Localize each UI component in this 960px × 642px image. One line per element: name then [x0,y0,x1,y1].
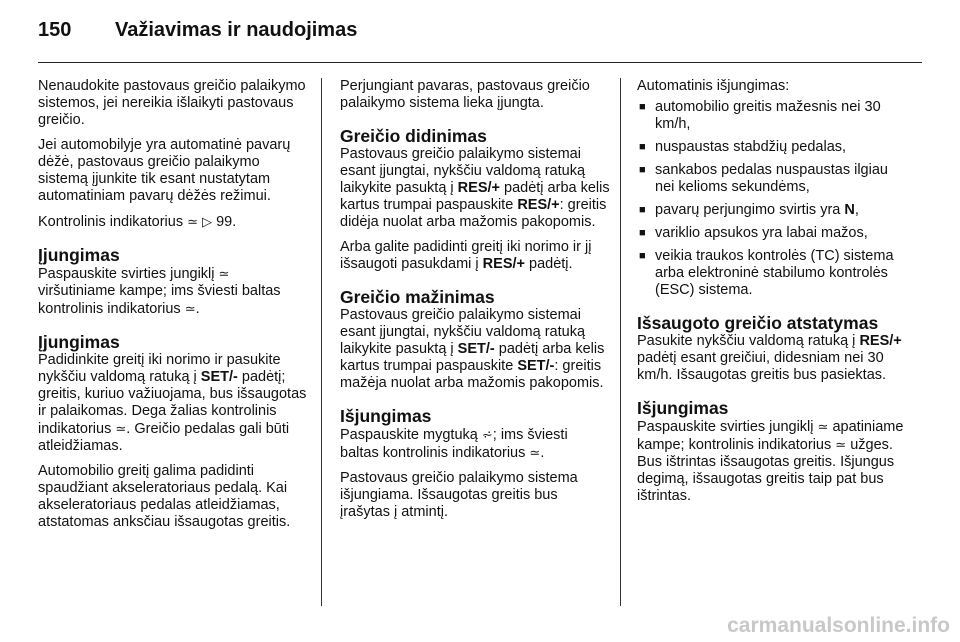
paragraph [340,146,610,231]
control-label: RES/+ [457,180,500,196]
column-1 [38,78,308,539]
section-heading: Įjungimas [38,245,120,265]
list-item [637,225,909,242]
cruise-cancel-icon: ⩫ [481,427,493,442]
text: Pastovaus greičio palaikymo sistemai esant įjungtai, nykščiu valdomą ratuką laikykite pasuktą į [340,146,586,196]
paragraph: Pastovaus greičio palaikymo sistema išjungiama. Išsaugotas greitis bus įrašytas į atmintį. [340,470,578,520]
control-label: RES/+ [482,256,525,272]
section-heading: Išsaugoto greičio atstatymas [637,313,879,333]
section-heading: Išjungimas [637,398,729,418]
gear-label: N [844,202,855,218]
text: Arba galite padidinti greitį iki norimo ir jį išsaugoti pasukdami į [340,239,592,272]
text: Paspauskite mygtuką [340,427,478,443]
text: Paspauskite svirties jungiklį [38,266,215,282]
text: : greitis didėja nuolat arba mažomis pakopomis. [340,197,607,230]
text: padėtį arba kelis kartus trumpai paspauskite [340,341,605,374]
control-label: RES/+ [859,333,902,349]
section-heading: Greičio mažinimas [340,287,495,307]
square-bullet-icon: ■ [639,101,646,113]
header-rule [38,62,922,63]
control-label: SET/- [200,369,238,385]
text: sankabos pedalas nuspaustas ilgiau nei kelioms sekundėms, [655,162,888,195]
list-item [637,248,909,299]
section-heading: Greičio didinimas [340,126,487,146]
text: pavarų perjungimo svirtis yra [655,202,841,218]
square-bullet-icon: ■ [639,227,646,239]
paragraph: Automatinis išjungimas: [637,78,790,94]
page-reference: 99. [216,214,237,230]
paragraph [637,333,909,384]
watermark: carmanualsonline.info [727,614,950,637]
paragraph: Jei automobilyje yra automatinė pavarų dėžė, pastovaus greičio palaikymo sistemą įjunkite tik esant nustatytam automatiniam pavarų dėžės režimui. [38,137,291,204]
text: padėtį arba kelis kartus trumpai paspauskite [340,180,610,213]
text: nuspaustas stabdžių pedalas, [655,139,847,155]
paragraph [38,265,308,318]
text: Padidinkite greitį iki norimo ir pasukite nykščiu valdomą ratuką į [38,352,281,385]
paragraph: Nenaudokite pastovaus greičio palaikymo sistemos, jei nereikia išlaikyti pastovaus greičio. [38,78,306,128]
paragraph [637,418,909,505]
paragraph: Automobilio greitį galima padidinti spaudžiant akseleratoriaus pedalą. Kai akseleratoriaus pedalas atleidžiamas, atstatomas anksčiau išsaugotas greitis. [38,463,291,530]
text: viršutiniame kampe; ims šviesti baltas kontrolinis indikatorius [38,283,281,317]
cruise-control-icon: ≃ [835,437,847,452]
square-bullet-icon: ■ [639,250,646,262]
text: Paspauskite svirties jungiklį [637,419,814,435]
text: : greitis mažėja nuolat arba mažomis pakopomis. [340,358,604,391]
text: Kontrolinis indikatorius [38,214,184,230]
list-item [637,139,909,156]
paragraph [340,239,610,273]
text: veikia traukos kontrolės (TC) sistema arba elektroninė stabilumo kontrolės (ESC) sistema. [655,248,894,298]
text: variklio apsukos yra labai mažos, [655,225,868,241]
text: Pastovaus greičio palaikymo sistemai esant įjungtai, nykščiu valdomą ratuką laikykite pasuktą į [340,307,586,357]
page-number: 150 [38,19,72,41]
column-divider [620,78,621,606]
text: užges. Bus ištrintas išsaugotas greitis. Išjungus degimą, išsaugotas greitis taip pat bus ištrintas. [637,437,895,504]
cruise-control-icon: ≃ [184,301,196,316]
text: Pasukite nykščiu valdomą ratuką į [637,333,856,349]
column-2 [340,78,610,529]
text: padėtį; greitis, kuriuo važiuojama, bus išsaugotas ir palaikomas. Dega žalias kontrolinis indikatorius [38,369,307,437]
section-heading: Įjungimas [38,332,120,352]
text: automobilio greitis mažesnis nei 30 km/h, [655,99,881,132]
page-ref-icon: ▷ [202,214,213,229]
text: apatiniame kampe; kontrolinis indikatorius [637,419,904,453]
list-item [637,162,909,196]
condition-list [637,99,909,299]
text: . [540,445,545,461]
page-title: Važiavimas ir naudojimas [115,19,358,41]
section-heading: Išjungimas [340,406,432,426]
paragraph [38,213,308,231]
list-item [637,202,909,219]
paragraph [340,426,610,462]
square-bullet-icon: ■ [639,164,646,176]
text: . Greičio pedalas gali būti atleidžiamas. [38,421,290,454]
list-item [637,99,909,133]
text: , [854,202,859,218]
cruise-control-icon: ≃ [529,445,541,460]
paragraph [340,307,610,392]
square-bullet-icon: ■ [639,141,646,153]
text: ; ims šviesti baltas kontrolinis indikatorius [340,427,568,461]
column-divider [321,78,322,606]
paragraph [38,352,308,455]
text: . [195,301,200,317]
paragraph: Perjungiant pavaras, pastovaus greičio palaikymo sistema lieka įjungta. [340,78,590,111]
control-label: SET/- [517,358,555,374]
control-label: RES/+ [517,197,560,213]
column-3 [637,78,909,513]
cruise-control-icon: ≃ [187,214,199,229]
text: padėtį esant greičiui, didesniam nei 30 km/h. Išsaugotas greitis bus pasiektas. [637,350,887,383]
control-label: SET/- [457,341,495,357]
cruise-control-icon: ≃ [115,421,127,436]
square-bullet-icon: ■ [639,204,646,216]
text: padėtį. [529,256,573,272]
cruise-control-icon: ≃ [817,419,829,434]
cruise-control-icon: ≃ [218,266,230,281]
